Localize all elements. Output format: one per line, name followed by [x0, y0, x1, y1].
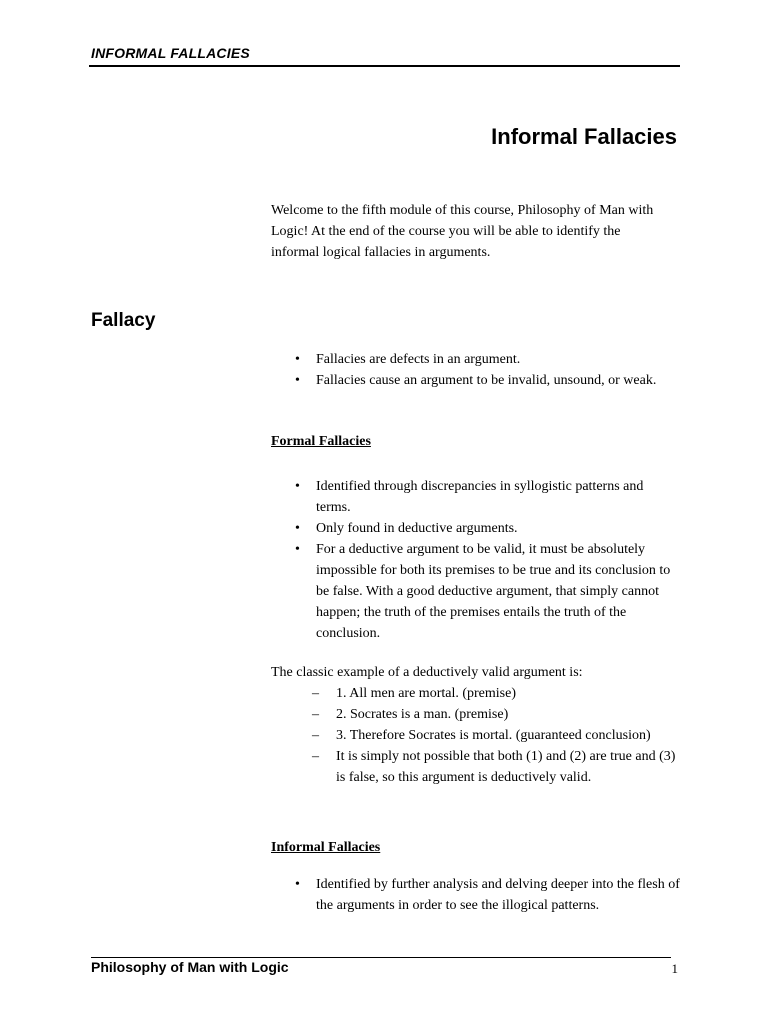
list-item-text: It is simply not possible that both (1) and (2) are true and (3) is false, so this argument is deductively valid.: [336, 749, 676, 785]
bullet-icon: •: [295, 479, 300, 494]
fallacy-bullet-list: [271, 349, 681, 391]
bullet-icon: •: [295, 521, 300, 536]
list-item-text: For a deductive argument to be valid, it must be absolutely impossible for both its premises to be true and its conclusion to be false. With a good deductive argument, that simply cannot happen; the truth of the premises entails the truth of the conclusion.: [316, 542, 671, 641]
list-item: [271, 746, 681, 788]
list-item-text: 1. All men are mortal. (premise): [336, 686, 516, 701]
footer-rule: [91, 957, 671, 958]
intro-paragraph: Welcome to the fifth module of this course, Philosophy of Man with Logic! At the end of the course you will be able to identify the informal logical fallacies in arguments.: [271, 203, 654, 260]
list-item-text: Identified by further analysis and delving deeper into the flesh of the arguments in order to see the illogical patterns.: [316, 877, 680, 913]
footer-title: Philosophy of Man with Logic: [91, 959, 289, 975]
example-intro: The classic example of a deductively valid argument is:: [271, 665, 583, 680]
header-rule: [89, 65, 680, 67]
list-item-text: Fallacies cause an argument to be invalid, unsound, or weak.: [316, 373, 657, 388]
list-item-text: 3. Therefore Socrates is mortal. (guaranteed conclusion): [336, 728, 651, 743]
list-item: [271, 370, 681, 391]
page-number: 1: [671, 961, 678, 976]
running-header: INFORMAL FALLACIES: [91, 45, 250, 61]
list-item-text: Only found in deductive arguments.: [316, 521, 518, 536]
example-dash-list: [271, 683, 681, 788]
bullet-icon: •: [295, 542, 300, 557]
list-item-text: 2. Socrates is a man. (premise): [336, 707, 509, 722]
dash-icon: –: [312, 707, 319, 722]
informal-fallacies-bullet-list: [271, 874, 681, 916]
list-item: [271, 518, 681, 539]
list-item: [271, 539, 681, 644]
list-item: [271, 725, 681, 746]
dash-icon: –: [312, 749, 319, 764]
list-item: [271, 476, 681, 518]
subheading-informal-fallacies: Informal Fallacies: [271, 840, 381, 855]
list-item-text: Fallacies are defects in an argument.: [316, 352, 521, 367]
dash-icon: –: [312, 728, 319, 743]
dash-icon: –: [312, 686, 319, 701]
list-item: [271, 683, 681, 704]
formal-fallacies-bullet-list: [271, 476, 681, 644]
page-title: Informal Fallacies: [491, 124, 677, 149]
list-item: [271, 349, 681, 370]
list-item: [271, 874, 681, 916]
bullet-icon: •: [295, 373, 300, 388]
list-item-text: Identified through discrepancies in syllogistic patterns and terms.: [316, 479, 644, 515]
section-heading-fallacy: Fallacy: [91, 310, 156, 331]
subheading-formal-fallacies: Formal Fallacies: [271, 434, 371, 449]
list-item: [271, 704, 681, 725]
bullet-icon: •: [295, 352, 300, 367]
bullet-icon: •: [295, 877, 300, 892]
